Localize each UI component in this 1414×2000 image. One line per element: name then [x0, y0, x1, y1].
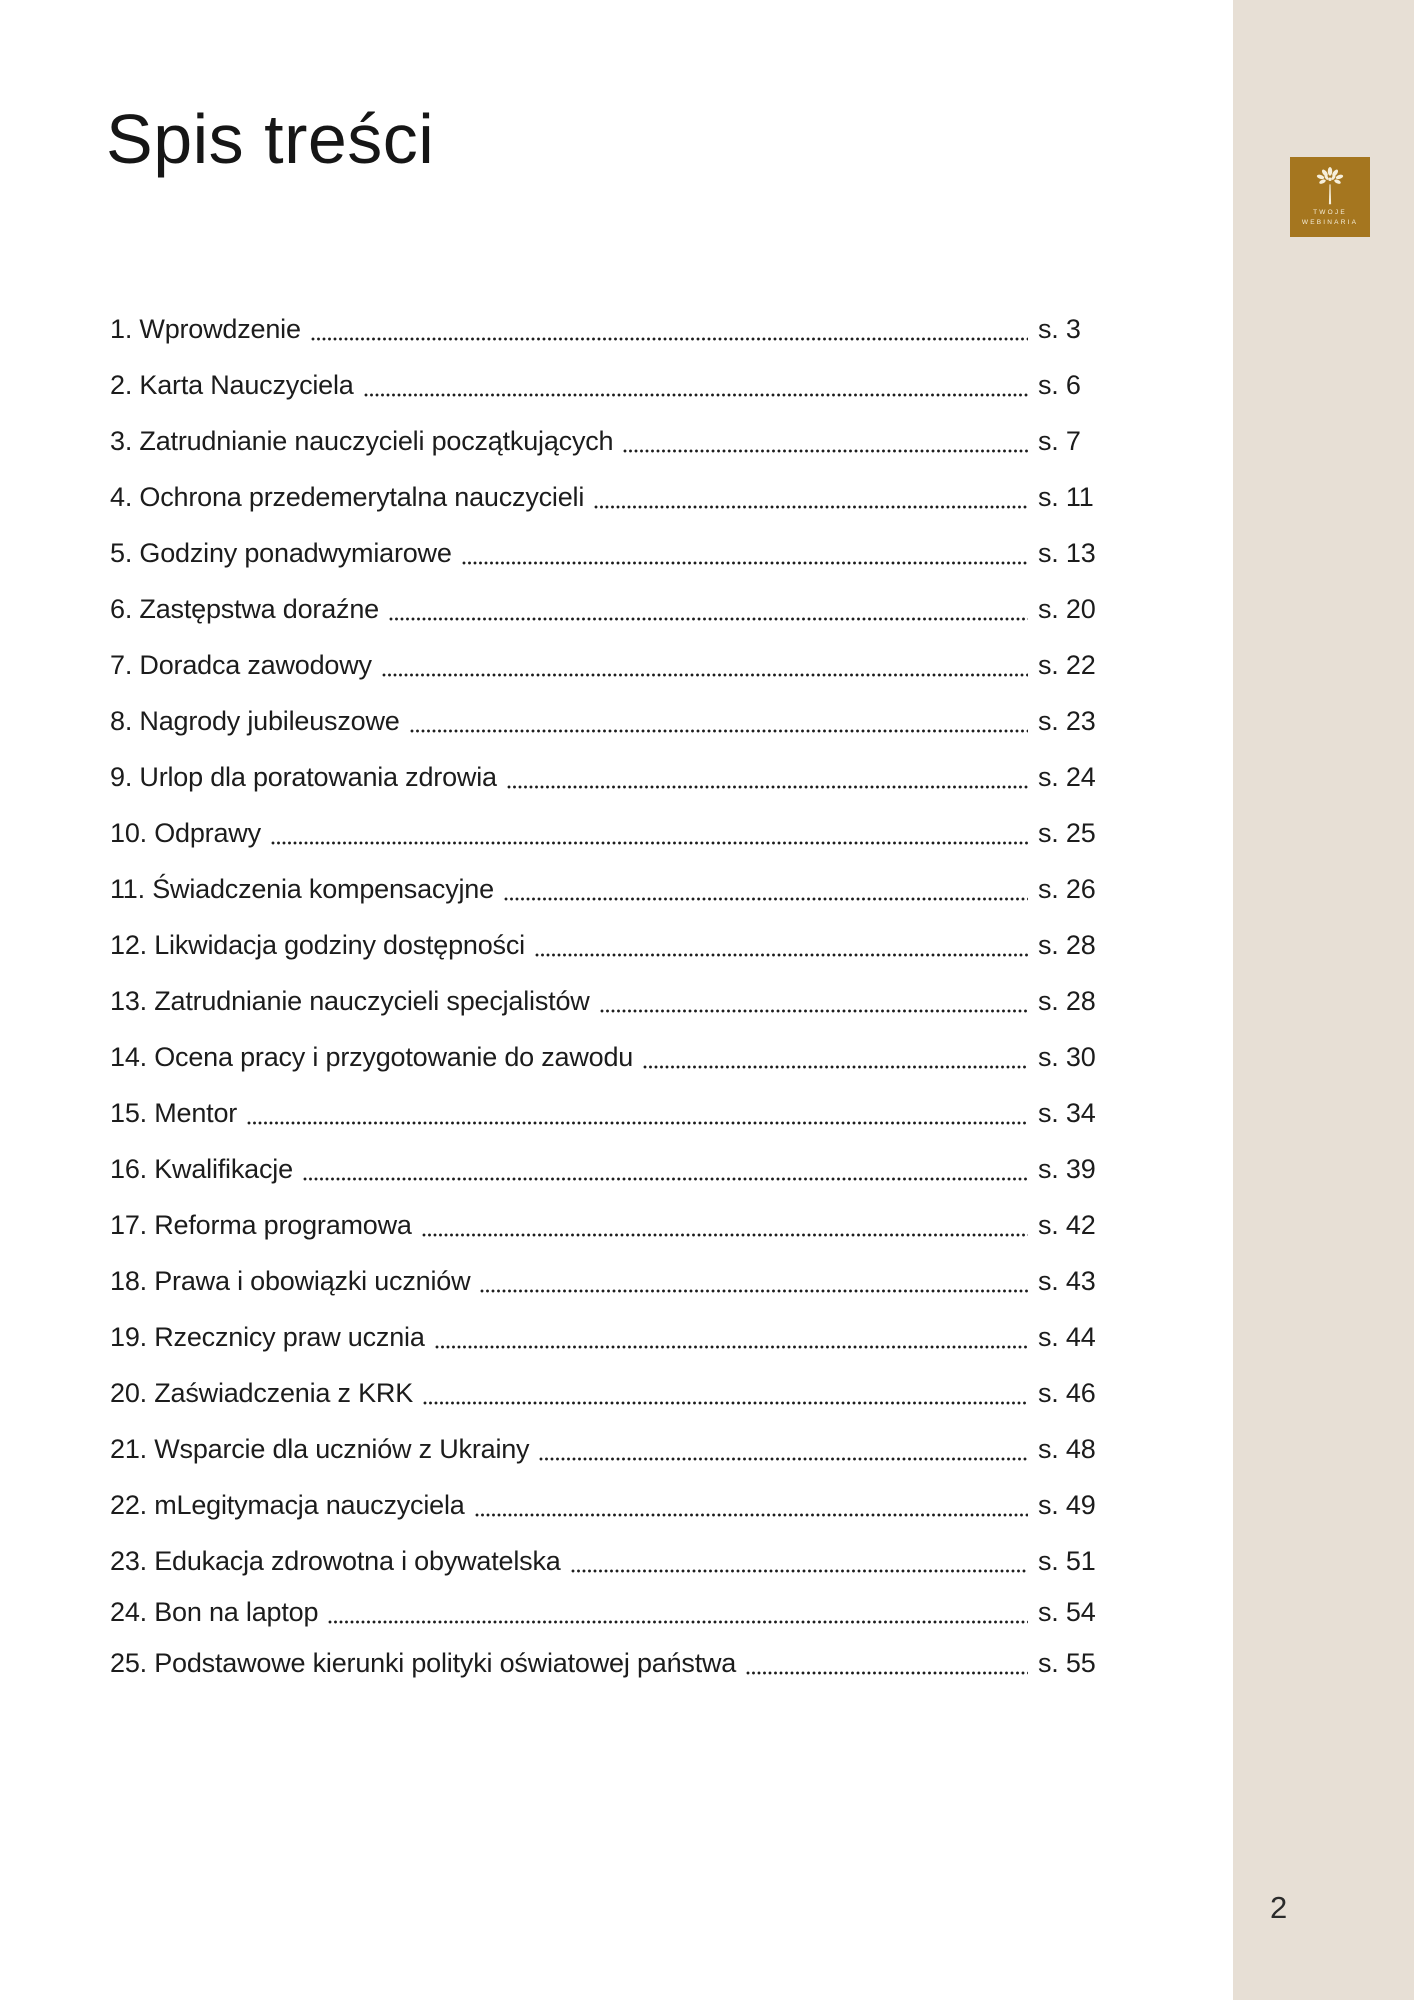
toc-entry-label: 11. Świadczenia kompensacyjne: [110, 874, 494, 905]
dotted-leader: [623, 449, 1028, 453]
toc-entry-page: s. 7: [1038, 426, 1081, 457]
dotted-leader: [539, 1457, 1028, 1461]
toc-entry[interactable]: [110, 1432, 1100, 1467]
dotted-leader: [382, 673, 1028, 677]
toc-entry-page: s. 20: [1038, 594, 1096, 625]
toc-entry-page: s. 34: [1038, 1098, 1096, 1129]
toc-entry-label: 5. Godziny ponadwymiarowe: [110, 538, 452, 569]
toc-entry[interactable]: [110, 480, 1100, 515]
dotted-leader: [507, 785, 1028, 789]
dotted-leader: [746, 1671, 1028, 1675]
dotted-leader: [504, 897, 1028, 901]
toc-entry-label: 23. Edukacja zdrowotna i obywatelska: [110, 1546, 561, 1577]
dotted-leader: [571, 1569, 1028, 1573]
toc-entry[interactable]: [110, 704, 1100, 739]
tree-icon: [1313, 167, 1347, 205]
toc-entry-label: 25. Podstawowe kierunki polityki oświatowej państwa: [110, 1648, 737, 1679]
dotted-leader: [475, 1513, 1028, 1517]
toc-entry-label: 19. Rzecznicy praw ucznia: [110, 1322, 425, 1353]
toc-entry[interactable]: [110, 592, 1100, 627]
toc-entry-label: 18. Prawa i obowiązki uczniów: [110, 1266, 471, 1297]
toc-entry[interactable]: [110, 1152, 1100, 1187]
toc-entry-page: s. 54: [1038, 1597, 1096, 1628]
toc-entry[interactable]: [110, 424, 1100, 459]
toc-entry-label: 1. Wprowdzenie: [110, 314, 301, 345]
toc-entry-page: s. 55: [1038, 1648, 1096, 1679]
toc-entry[interactable]: [110, 1544, 1100, 1579]
dotted-leader: [311, 337, 1028, 341]
toc-entry-page: s. 43: [1038, 1266, 1096, 1297]
toc-entry-label: 15. Mentor: [110, 1098, 238, 1129]
toc-entry-page: s. 51: [1038, 1546, 1096, 1577]
toc-entry[interactable]: [110, 1040, 1100, 1075]
toc-entry[interactable]: [110, 816, 1100, 851]
dotted-leader: [271, 841, 1028, 845]
toc-entry-page: s. 24: [1038, 762, 1096, 793]
brand-logo: [1290, 157, 1370, 237]
toc-entry-label: 16. Kwalifikacje: [110, 1154, 293, 1185]
dotted-leader: [535, 953, 1028, 957]
dotted-leader: [435, 1345, 1028, 1349]
toc-entry-label: 2. Karta Nauczyciela: [110, 370, 354, 401]
toc-entry-page: s. 49: [1038, 1490, 1096, 1521]
toc-entry[interactable]: [110, 368, 1100, 403]
dotted-leader: [462, 561, 1028, 565]
right-sidebar-band: [1233, 0, 1414, 2000]
toc-entry-label: 8. Nagrody jubileuszowe: [110, 706, 400, 737]
dotted-leader: [364, 393, 1028, 397]
brand-logo-text: [1302, 208, 1358, 228]
toc-entry-label: 20. Zaświadczenia z KRK: [110, 1378, 414, 1409]
dotted-leader: [600, 1009, 1028, 1013]
toc-entry[interactable]: [110, 312, 1100, 347]
toc-entry[interactable]: [110, 536, 1100, 571]
toc-entry-label: 12. Likwidacja godziny dostępności: [110, 930, 525, 961]
brand-logo-line2: WEBINARIA: [1301, 219, 1359, 227]
toc-entry-page: s. 48: [1038, 1434, 1096, 1465]
dotted-leader: [389, 617, 1028, 621]
toc-entry-page: s. 46: [1038, 1378, 1096, 1409]
toc-entry-page: s. 28: [1038, 930, 1096, 961]
toc-entry-label: 22. mLegitymacja nauczyciela: [110, 1490, 465, 1521]
toc-entry[interactable]: [110, 872, 1100, 907]
toc-entry-page: s. 39: [1038, 1154, 1096, 1185]
dotted-leader: [643, 1065, 1028, 1069]
toc-entry-label: 6. Zastępstwa doraźne: [110, 594, 379, 625]
toc-entry-page: s. 28: [1038, 986, 1096, 1017]
toc-entry[interactable]: [110, 1096, 1100, 1131]
toc-entry-label: 13. Zatrudnianie nauczycieli specjalistów: [110, 986, 590, 1017]
toc-entry-page: s. 3: [1038, 314, 1081, 345]
toc-entry-label: 3. Zatrudnianie nauczycieli początkujących: [110, 426, 614, 457]
toc-entry-page: s. 26: [1038, 874, 1096, 905]
toc-entry-label: 21. Wsparcie dla uczniów z Ukrainy: [110, 1434, 530, 1465]
toc-entry[interactable]: [110, 1320, 1100, 1355]
brand-logo-line1: TWOJE: [1313, 209, 1347, 216]
dotted-leader: [422, 1233, 1028, 1237]
toc-entry[interactable]: [110, 648, 1100, 683]
toc-entry[interactable]: [110, 1264, 1100, 1299]
page-title: Spis treści: [106, 100, 435, 178]
toc-entry-page: s. 25: [1038, 818, 1096, 849]
toc-entry-label: 4. Ochrona przedemerytalna nauczycieli: [110, 482, 585, 513]
dotted-leader: [328, 1620, 1028, 1624]
toc-entry[interactable]: [110, 1208, 1100, 1243]
toc-entry-page: s. 42: [1038, 1210, 1096, 1241]
toc-entry[interactable]: [110, 984, 1100, 1019]
dotted-leader: [303, 1177, 1028, 1181]
toc-entry-page: s. 23: [1038, 706, 1096, 737]
page-number: 2: [1270, 1890, 1288, 1925]
toc-entry[interactable]: [110, 760, 1100, 795]
dotted-leader: [480, 1289, 1028, 1293]
toc-entry-label: 17. Reforma programowa: [110, 1210, 412, 1241]
dotted-leader: [423, 1401, 1028, 1405]
toc-entry-label: 10. Odprawy: [110, 818, 261, 849]
toc-entry-page: s. 44: [1038, 1322, 1096, 1353]
dotted-leader: [247, 1121, 1028, 1125]
toc-entry[interactable]: [110, 1488, 1100, 1523]
toc-entry-page: s. 22: [1038, 650, 1096, 681]
toc-entry-label: 14. Ocena pracy i przygotowanie do zawodu: [110, 1042, 634, 1073]
toc-entry-label: 7. Doradca zawodowy: [110, 650, 372, 681]
toc-entry-page: s. 30: [1038, 1042, 1096, 1073]
dotted-leader: [410, 729, 1028, 733]
table-of-contents: [110, 312, 1100, 1697]
toc-entry-label: 24. Bon na laptop: [110, 1597, 319, 1628]
dotted-leader: [594, 505, 1028, 509]
toc-entry[interactable]: [110, 1376, 1100, 1411]
toc-entry-page: s. 11: [1038, 482, 1094, 513]
toc-entry-page: s. 13: [1038, 538, 1096, 569]
toc-entry[interactable]: [110, 1646, 1100, 1681]
toc-entry-label: 9. Urlop dla poratowania zdrowia: [110, 762, 497, 793]
toc-entry[interactable]: [110, 928, 1100, 963]
toc-entry-page: s. 6: [1038, 370, 1081, 401]
toc-entry[interactable]: [110, 1595, 1100, 1630]
